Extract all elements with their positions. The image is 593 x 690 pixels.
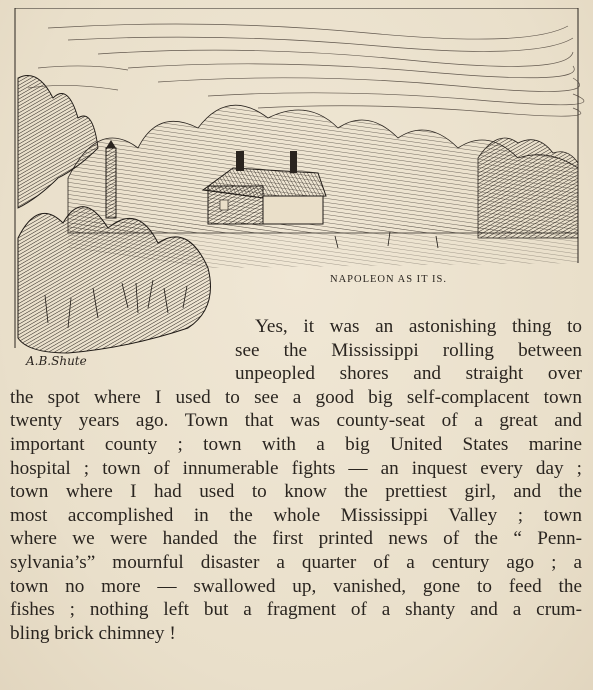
text-line: sylvania’s” mournful disaster a quarter of a century ago ; a	[10, 551, 582, 573]
illustration-caption: NAPOLEON AS IT IS.	[330, 274, 447, 285]
text-line: important county ; town with a big United States marine	[10, 433, 582, 455]
body-text	[10, 315, 582, 645]
text-line: unpeopled shores and straight over	[235, 363, 582, 385]
text-line: fishes ; nothing left but a fragment of a shanty and a crum-	[10, 599, 582, 621]
text-line: twenty years ago. Town that was county-seat of a great and	[10, 410, 582, 432]
text-line: Yes, it was an astonishing thing to	[255, 316, 582, 337]
text-line: town where I had used to know the prettiest girl, and the	[10, 481, 582, 503]
artist-signature: A.B.Shute	[26, 354, 87, 368]
text-line: where we were handed the first printed news of the “ Penn-	[10, 528, 582, 550]
text-line: the spot where I used to see a good big self-complacent town	[10, 386, 582, 408]
text-line: most accomplished in the whole Mississippi Valley ; town	[10, 504, 582, 526]
text-line: hospital ; town of innumerable fights — an inquest every day ;	[10, 457, 582, 479]
text-line: town no more — swallowed up, vanished, gone to feed the	[10, 575, 582, 597]
napoleon-landscape-engraving	[8, 8, 588, 368]
text-line: bling brick chimney !	[10, 622, 176, 644]
text-line: see the Mississippi rolling between	[235, 339, 582, 361]
